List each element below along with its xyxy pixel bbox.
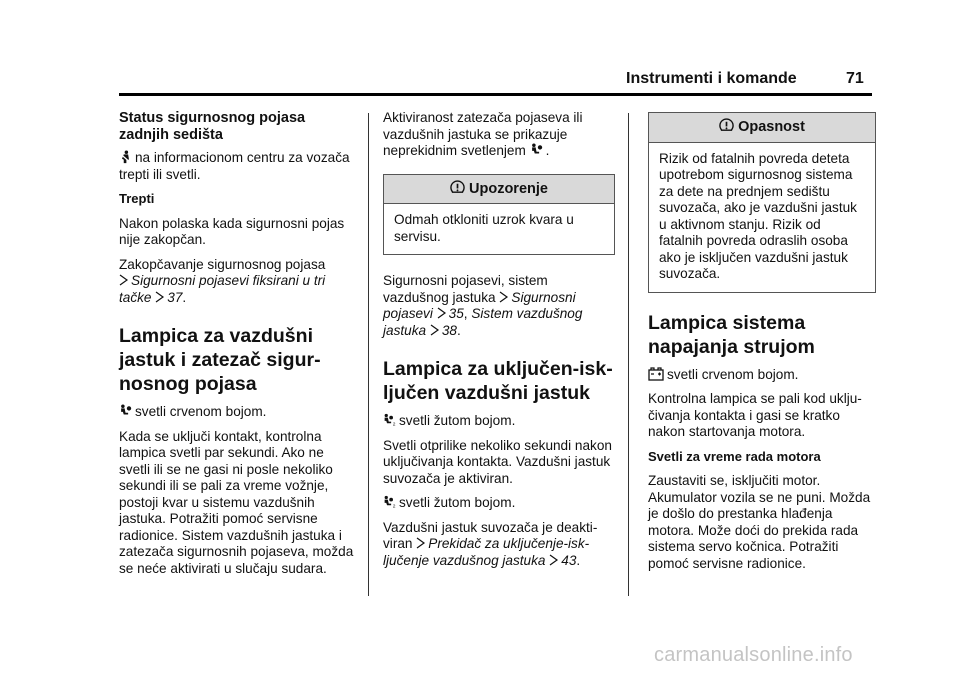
lit-while-running-description: Zaustaviti se, isključiti motor. Akumulator vozila se ne puni. Možda je došlo do prestanka hlađenja motora. Može doći do prekida rada sistema servo kočnica. Potražiti pomoć servisne radionice.: [648, 473, 871, 571]
reference-arrow-icon: [416, 537, 426, 549]
battery-indicator-description: Kontrolna lampica se pali kod uklju-čivanja kontakta i gasi se kratko nakon startovanja motora.: [648, 391, 862, 439]
page-ref-43[interactable]: 43: [561, 552, 577, 568]
airbag-fault-description: Kada se uključi kontakt, kontrolna lampica svetli par sekundi. Ako ne svetli ili se ne gasi ni posle nekoliko sekundi ili se pali za vreme vožnje, postoji kvar u sistemu vazdušnih jastuka. Potražiti pomoć servisne radionice. Sistem vazdušnih jastuka i zatezača sigurnosnih pojaseva, možda se neće aktivirati u slučaju sudara.: [119, 428, 354, 576]
rear-seatbelt-icon: [119, 150, 132, 164]
warning-icon: [450, 180, 465, 195]
danger-box-title: Opasnost: [649, 113, 875, 143]
reference-arrow-icon: [499, 291, 509, 303]
warning-icon: [719, 118, 734, 133]
airbag-system-link[interactable]: Sistem vazdušnog jastuka: [383, 306, 583, 338]
header-rule: [119, 93, 872, 96]
airbag-off-text: 2 svetli žutom bojom.: [383, 495, 615, 512]
charging-system-heading: Lampica sistema napajanja strujom: [648, 311, 815, 358]
airbag-on-off-heading: Lampica za uključen-isk-ljučen vazdušni jastuk: [383, 358, 613, 404]
reference-arrow-icon: [155, 291, 165, 303]
column-1: [119, 110, 357, 585]
airbag-off-reference: Vazdušni jastuk suvozača je deakti-viran Prekidač za uključenje-isk-ljučenje vazdušnog jastuka 43.: [383, 519, 598, 568]
running-header-title: Instrumenti i komande: [626, 70, 797, 87]
reference-arrow-icon: [549, 554, 559, 566]
page-ref-38[interactable]: 38: [441, 322, 457, 338]
danger-box-body: Rizik od fatalnih povreda deteta upotrebom sigurnosnog sistema za dete na prednjem sedištu suvozača, ako je vazdušni jastuk u aktivnom stanju. Rizik od fatalnih povreda odraslih osoba ako je isključen vazdušni jastuk suvozača.: [659, 150, 857, 281]
airbag-icon: [119, 404, 132, 418]
activation-text: Aktiviranost zatezača pojaseva ili vazdušnih jastuka se prikazuje neprekidnim svetlenjem .: [383, 110, 583, 158]
rear-seat-belt-status-heading: Status sigurnosnog pojasa zadnjih sedišta: [119, 110, 306, 143]
airbag-indicator-text: svetli crvenom bojom.: [119, 404, 357, 421]
battery-icon: [648, 367, 664, 381]
passenger-airbag-off-icon: [383, 495, 396, 509]
airbag-on-text: 2 svetli žutom bojom.: [383, 413, 615, 430]
column-divider-1: [368, 113, 369, 596]
column-divider-2: [628, 113, 629, 596]
column-3: [648, 110, 876, 580]
rear-belt-indicator-text: na informacionom centru za vozača trepti ili svetli.: [119, 150, 350, 182]
flashing-label: Trepti: [119, 191, 155, 206]
passenger-airbag-on-icon: [383, 413, 396, 427]
danger-box: [648, 112, 876, 293]
reference-arrow-icon: [437, 307, 447, 319]
warning-box-title: Upozorenje: [384, 175, 614, 205]
airbag-pretensioner-heading: Lampica za vazdušni jastuk i zatezač sigur-nosnog pojasa: [119, 325, 321, 395]
svg-text:2: 2: [392, 504, 396, 509]
flashing-description: Nakon polaska kada sigurnosni pojas nije zakopčan.: [119, 215, 345, 247]
seat-belts-link[interactable]: Sigurnosni pojasevi: [383, 289, 576, 321]
reference-arrow-icon: [430, 324, 440, 336]
watermark: carmanualsonline.info: [654, 644, 853, 666]
battery-indicator-text: svetli crvenom bojom.: [648, 367, 876, 384]
warning-box-body: Odmah otkloniti uzrok kvara u servisu.: [394, 212, 574, 244]
column-2: [383, 110, 615, 577]
fastening-reference: Zakopčavanje sigurnosnog pojasa Sigurnosni pojasevi fiksirani u tri tačke 37.: [119, 256, 326, 305]
airbag-icon: [530, 143, 543, 157]
warning-box: [383, 174, 615, 256]
page-ref-37[interactable]: 37: [167, 289, 183, 305]
lit-while-running-label: Svetli za vreme rada motora: [648, 448, 821, 464]
reference-arrow-icon: [119, 274, 129, 286]
page-number: 71: [846, 70, 864, 87]
seatbelt-system-reference: Sigurnosni pojasevi, sistem vazdušnog jastuka Sigurnosni pojasevi 35, Sistem vazdušnog jastuka 38.: [383, 273, 583, 338]
seat-belt-3point-link[interactable]: Sigurnosni pojasevi fiksirani u tri tačke: [119, 273, 326, 305]
airbag-switch-link[interactable]: Prekidač za uključenje-isk-ljučenje vazdušnog jastuka: [383, 536, 590, 568]
svg-text:2: 2: [392, 422, 396, 427]
airbag-on-description: Svetli otprilike nekoliko sekundi nakon uključivanja kontakta. Vazdušni jastuk suvozača je aktiviran.: [383, 437, 612, 486]
page-ref-35[interactable]: 35: [448, 306, 464, 321]
